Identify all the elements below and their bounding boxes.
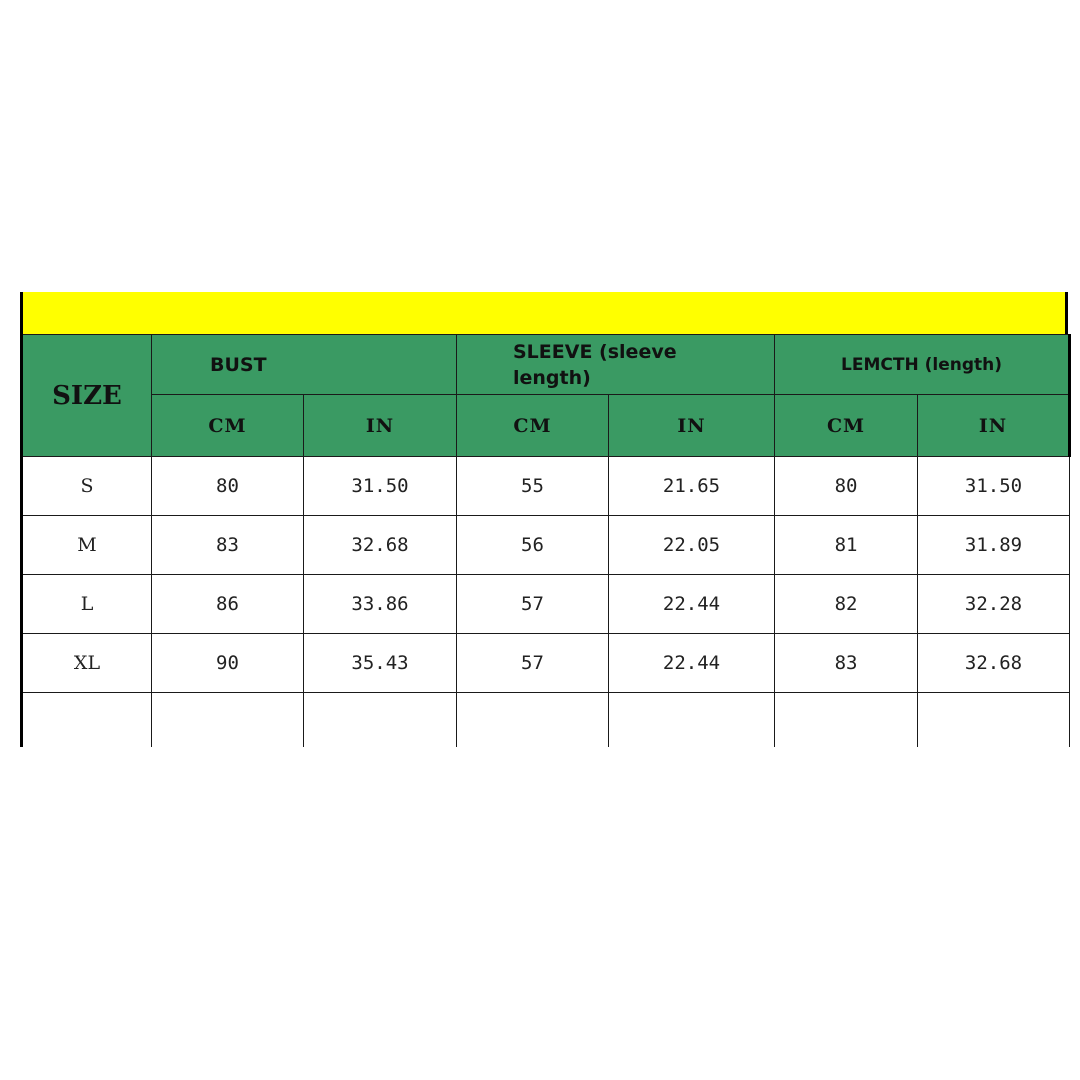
sleeve-in-cell: 22.44 [609,575,775,634]
bust-cm-cell: 83 [152,516,304,575]
sleeve-in-cell: 21.65 [609,457,775,516]
size-cell: S [22,457,152,516]
blank-cell [457,693,609,747]
size-table [20,334,1071,747]
bust-in-cell: 32.68 [304,516,457,575]
bust-cm-cell: 86 [152,575,304,634]
sleeve-in-header: IN [609,395,775,457]
sleeve-in-cell: 22.05 [609,516,775,575]
bust-in-cell: 35.43 [304,634,457,693]
sleeve-header-line1: SLEEVE (sleeve [513,340,677,363]
bust-cm-cell: 90 [152,634,304,693]
header-unit-row [22,395,1070,457]
blank-cell [152,693,304,747]
yellow-banner [20,292,1068,334]
size-cell: L [22,575,152,634]
sleeve-in-cell: 22.44 [609,634,775,693]
blank-cell [609,693,775,747]
table-row [22,457,1070,516]
table-row [22,575,1070,634]
length-in-cell: 32.68 [918,634,1070,693]
blank-row [22,693,1070,747]
header-group-row [22,335,1070,395]
sleeve-cm-cell: 56 [457,516,609,575]
sleeve-cm-header: CM [457,395,609,457]
bust-header: BUST [152,335,457,395]
bust-in-header: IN [304,395,457,457]
bust-in-cell: 33.86 [304,575,457,634]
sleeve-cm-cell: 57 [457,575,609,634]
length-cm-cell: 81 [775,516,918,575]
size-header: SIZE [22,335,152,457]
length-cm-cell: 80 [775,457,918,516]
length-in-cell: 31.50 [918,457,1070,516]
size-chart [20,292,1070,748]
length-cm-header: CM [775,395,918,457]
sleeve-header-line2: length) [513,366,591,389]
length-in-cell: 31.89 [918,516,1070,575]
size-cell: M [22,516,152,575]
blank-cell [918,693,1070,747]
blank-cell [22,693,152,747]
table-row [22,516,1070,575]
blank-cell [775,693,918,747]
sleeve-cm-cell: 57 [457,634,609,693]
length-in-cell: 32.28 [918,575,1070,634]
blank-cell [304,693,457,747]
bust-cm-header: CM [152,395,304,457]
sleeve-header [457,335,775,395]
size-cell: XL [22,634,152,693]
table-row [22,634,1070,693]
length-header: LEMCTH (length) [775,335,1070,395]
bust-in-cell: 31.50 [304,457,457,516]
length-cm-cell: 83 [775,634,918,693]
sleeve-cm-cell: 55 [457,457,609,516]
length-in-header: IN [918,395,1070,457]
bust-cm-cell: 80 [152,457,304,516]
length-cm-cell: 82 [775,575,918,634]
